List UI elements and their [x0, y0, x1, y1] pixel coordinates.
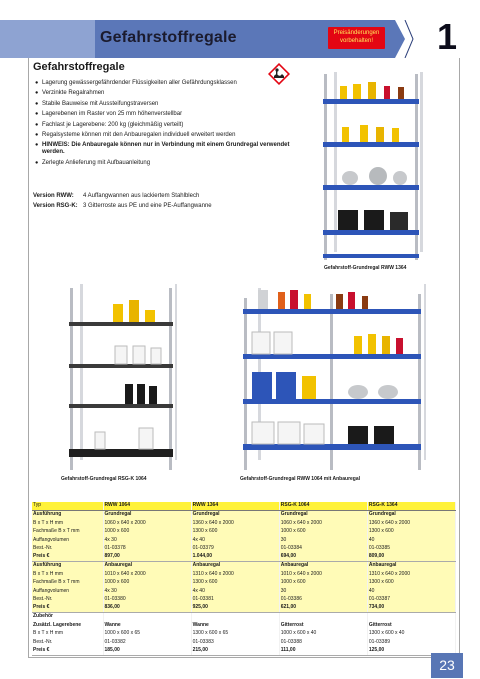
- table-header-cell: Typ: [32, 502, 103, 511]
- table-cell: 1310 x 640 x 2000: [191, 570, 279, 579]
- table-row: [32, 596, 456, 605]
- table-cell: Fachmaße B x T mm: [32, 579, 103, 588]
- caption-rsgk-1064: Gefahrstoff-Grundregal RSG-K 1064: [61, 476, 147, 482]
- table-cell: 1300 x 600 x 65: [191, 630, 279, 639]
- table-cell: 1300 x 600: [191, 579, 279, 588]
- table-cell: 01-03383: [191, 638, 279, 647]
- caption-rww-1064-anbau: Gefahrstoff-Grundregal RWW 1064 mit Anbauregal: [240, 476, 361, 482]
- feature-list: [35, 80, 305, 170]
- table-cell: Preis €: [32, 604, 103, 613]
- table-cell: 40: [367, 536, 455, 545]
- table-cell: [367, 613, 455, 622]
- table-row: [32, 570, 456, 579]
- version-text: 3 Gitterroste aus PE und eine PE-Auffangwanne: [83, 203, 212, 209]
- table-cell: 01-03388: [279, 638, 367, 647]
- page-header-title: Gefahrstoffregale: [100, 29, 237, 46]
- table-cell: 1000 x 600: [279, 528, 367, 537]
- rww-1064-anbau-shelf-image: [238, 284, 426, 472]
- version-info: [33, 191, 212, 211]
- section-title: Gefahrstoffregale: [33, 61, 125, 73]
- table-row: [32, 621, 456, 630]
- table-header-cell: RSG-K 1064: [279, 502, 367, 511]
- chapter-number: 1: [437, 16, 458, 57]
- table-cell: Grundregal: [367, 511, 455, 520]
- table-cell: 1000 x 600 x 65: [103, 630, 191, 639]
- table-header-row: [32, 502, 456, 511]
- table-cell: Anbauregal: [103, 562, 191, 571]
- table-price-row: [32, 553, 456, 562]
- table-cell: 30: [279, 536, 367, 545]
- table-cell: B x T x H mm: [32, 570, 103, 579]
- table-header-cell: RWW 1364: [191, 502, 279, 511]
- page-number: 23: [431, 653, 463, 678]
- table-row: [32, 587, 456, 596]
- table-cell: B x T x H mm: [32, 630, 103, 639]
- table-cell: 621,00: [279, 604, 367, 613]
- table-cell: Gitterrost: [279, 621, 367, 630]
- feature-item: ● Fachlast je Lagerebene: 200 kg (gleichmäßig verteilt): [35, 122, 305, 129]
- table-row: [32, 579, 456, 588]
- version-label: Version RWW:: [33, 193, 74, 199]
- table-cell: Preis €: [32, 647, 103, 656]
- table-cell: 1010 x 640 x 2000: [103, 570, 191, 579]
- table-cell: 125,00: [367, 647, 455, 656]
- table-cell: Grundregal: [279, 511, 367, 520]
- table-cell: Auffangvolumen: [32, 536, 103, 545]
- table-cell: Best.-Nr.: [32, 545, 103, 554]
- table-cell: Ausführung: [32, 562, 103, 571]
- version-label: Version RSG-K:: [33, 203, 78, 209]
- table-cell: 4x 30: [103, 536, 191, 545]
- table-row: [32, 519, 456, 528]
- table-cell: 185,00: [103, 647, 191, 656]
- table-cell: 111,00: [279, 647, 367, 656]
- table-cell: 215,00: [191, 647, 279, 656]
- table-cell: 1000 x 600 x 40: [279, 630, 367, 639]
- table-cell: 694,00: [279, 553, 367, 562]
- table-cell: 1360 x 640 x 2000: [191, 519, 279, 528]
- chevron-divider-icon: [395, 20, 415, 58]
- table-cell: Preis €: [32, 553, 103, 562]
- table-cell: 01-03382: [103, 638, 191, 647]
- table-cell: [103, 613, 191, 622]
- caption-rww-1364: Gefahrstoff-Grundregal RWW 1364: [324, 265, 407, 271]
- feature-item: ● Stabile Bauweise mit Aussteifungstraversen: [35, 101, 305, 108]
- table-price-row: [32, 604, 456, 613]
- table-cell: Wanne: [191, 621, 279, 630]
- table-cell: 1300 x 600: [367, 528, 455, 537]
- version-text: 4 Auffangwannen aus lackiertem Stahlblech: [83, 193, 200, 199]
- table-header-cell: RWW 1064: [103, 502, 191, 511]
- table-cell: Fachmaße B x T mm: [32, 528, 103, 537]
- table-cell: 01-03385: [367, 545, 455, 554]
- rww-1364-shelf-image: [318, 72, 424, 262]
- table-header-cell: RSG-K 1364: [367, 502, 455, 511]
- table-cell: 1300 x 600 x 40: [367, 630, 455, 639]
- table-cell: Anbauregal: [191, 562, 279, 571]
- table-row: [32, 511, 456, 520]
- table-cell: Zubehör: [32, 613, 103, 622]
- table-cell: 1300 x 600: [367, 579, 455, 588]
- table-cell: 4x 40: [191, 536, 279, 545]
- table-cell: 01-03381: [191, 596, 279, 605]
- feature-item: ● Regalsysteme können mit den Anbauregalen individuell erweitert werden: [35, 132, 305, 139]
- table-cell: Best.-Nr.: [32, 596, 103, 605]
- table-cell: 734,00: [367, 604, 455, 613]
- version-rsgk: [33, 201, 212, 211]
- table-row: [32, 536, 456, 545]
- header-band-light: [0, 20, 95, 58]
- table-row: [32, 638, 456, 647]
- table-cell: Ausführung: [32, 511, 103, 520]
- table-cell: 1300 x 600: [191, 528, 279, 537]
- table-row: [32, 613, 456, 622]
- version-rww: [33, 191, 212, 201]
- table-cell: 01-03386: [279, 596, 367, 605]
- table-cell: 1010 x 640 x 2000: [279, 570, 367, 579]
- table-cell: Gitterrost: [367, 621, 455, 630]
- table-cell: [191, 613, 279, 622]
- table-cell: 01-03379: [191, 545, 279, 554]
- table-price-row: [32, 647, 456, 656]
- specification-table: [32, 502, 456, 656]
- table-cell: 1360 x 640 x 2000: [367, 519, 455, 528]
- table-row: [32, 528, 456, 537]
- table-cell: 01-03387: [367, 596, 455, 605]
- price-change-notice: Preisänderungen vorbehalten!: [328, 27, 385, 49]
- table-row: [32, 630, 456, 639]
- table-cell: 01-03384: [279, 545, 367, 554]
- table-cell: 1000 x 600: [279, 579, 367, 588]
- table-cell: 1000 x 600: [103, 579, 191, 588]
- table-cell: 897,00: [103, 553, 191, 562]
- table-cell: Grundregal: [191, 511, 279, 520]
- table-cell: 01-03378: [103, 545, 191, 554]
- table-cell: Zusätzl. Lagerebene: [32, 621, 103, 630]
- feature-note: ● HINWEIS: Die Anbauregale können nur in Verbindung mit einem Grundregal verwendet werden.: [35, 142, 305, 156]
- feature-item: ● Verzinkte Regalrahmen: [35, 90, 305, 97]
- table-cell: 01-03380: [103, 596, 191, 605]
- table-row: [32, 562, 456, 571]
- table-cell: B x T x H mm: [32, 519, 103, 528]
- table-cell: Auffangvolumen: [32, 587, 103, 596]
- table-cell: 809,00: [367, 553, 455, 562]
- table-cell: 925,00: [191, 604, 279, 613]
- table-cell: 1310 x 640 x 2000: [367, 570, 455, 579]
- table-cell: 01-03389: [367, 638, 455, 647]
- table-cell: Anbauregal: [279, 562, 367, 571]
- table-cell: 1060 x 640 x 2000: [279, 519, 367, 528]
- table-cell: 1060 x 640 x 2000: [103, 519, 191, 528]
- feature-item: ● Lagerung gewässergefährdender Flüssigkeiten aller Gefährdungsklassen: [35, 80, 305, 87]
- table-cell: 1000 x 600: [103, 528, 191, 537]
- feature-item: ● Zerlegte Anlieferung mit Aufbauanleitung: [35, 160, 305, 167]
- table-cell: 30: [279, 587, 367, 596]
- table-row: [32, 545, 456, 554]
- table-cell: 1.044,00: [191, 553, 279, 562]
- table-cell: [279, 613, 367, 622]
- table-cell: 836,00: [103, 604, 191, 613]
- table-cell: 40: [367, 587, 455, 596]
- table-cell: 4x 40: [191, 587, 279, 596]
- table-cell: Anbauregal: [367, 562, 455, 571]
- rsgk-1064-shelf-image: [65, 284, 177, 472]
- feature-item: ● Lagerebenen im Raster von 25 mm höhenverstellbar: [35, 111, 305, 118]
- table-cell: Grundregal: [103, 511, 191, 520]
- table-cell: 4x 30: [103, 587, 191, 596]
- table-cell: Wanne: [103, 621, 191, 630]
- table-cell: Best.-Nr.: [32, 638, 103, 647]
